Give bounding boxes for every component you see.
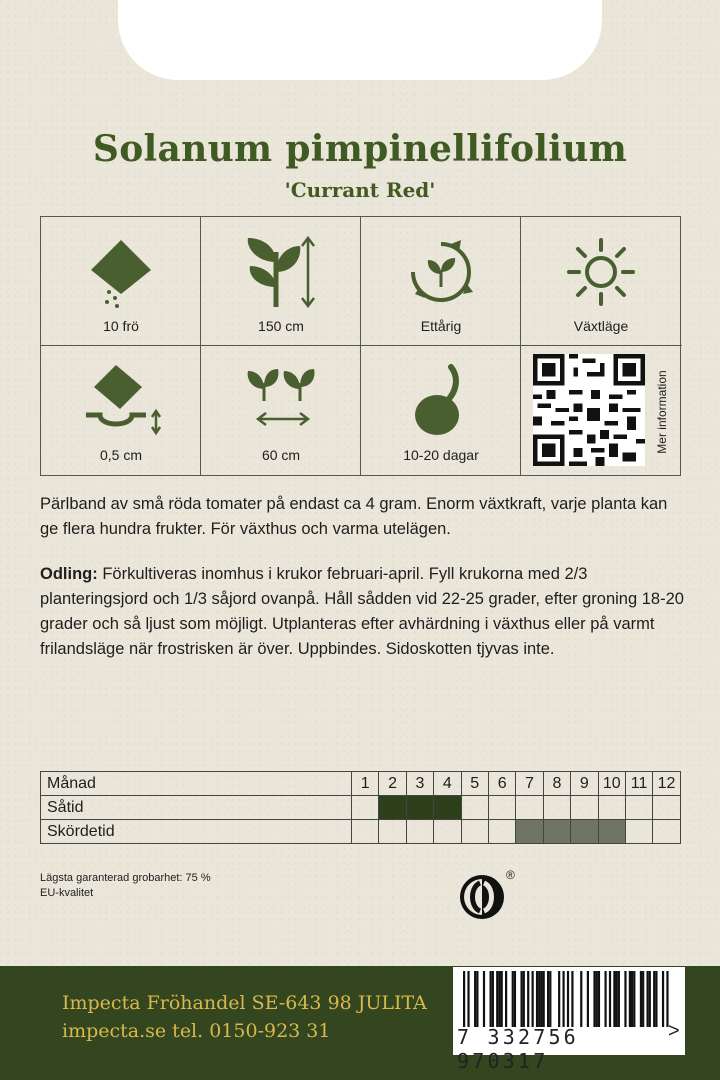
sowing-month-1	[352, 796, 379, 820]
harvest-month-1	[352, 820, 379, 844]
month-10: 10	[598, 772, 625, 796]
barcode-bar	[543, 971, 545, 1027]
barcode-bar	[580, 971, 582, 1027]
barcode-bar	[463, 971, 465, 1027]
grid-cell-location	[521, 217, 682, 346]
cultivation-text	[40, 562, 690, 662]
species-title: Solanum pimpinellifolium	[92, 128, 628, 170]
height-label: 150 cm	[258, 318, 304, 334]
address-line-2: impecta.se tel. 0150-923 31	[62, 1020, 331, 1042]
barcode-bar	[593, 971, 595, 1027]
sowing-month-5	[461, 796, 488, 820]
barcode-bar	[538, 971, 540, 1027]
month-9: 9	[571, 772, 598, 796]
barcode-bar	[571, 971, 573, 1027]
barcode-bar	[567, 971, 569, 1027]
barcode-bar	[587, 971, 589, 1027]
description: Pärlband av små röda tomater på endast ca 4 gram. Enorm växtkraft, varje planta kan ge flera hundra frukter. För växthus och varma utelägen.	[40, 495, 668, 538]
month-label: Månad	[41, 772, 352, 796]
sowing-label: Såtid	[41, 796, 352, 820]
qr-code[interactable]	[533, 354, 645, 466]
barcode-bar	[520, 971, 522, 1027]
barcode-bar	[624, 971, 626, 1027]
company-address	[62, 989, 427, 1045]
germination-rate: Lägsta garanterad grobarhet: 75 %	[40, 872, 211, 884]
barcode-bar	[640, 971, 642, 1027]
sowing-month-2	[379, 796, 406, 820]
barcode-bar	[505, 971, 507, 1027]
barcode-bar	[649, 971, 651, 1027]
calendar-row-months	[41, 772, 681, 796]
spacing-label: 60 cm	[261, 447, 301, 463]
harvest-month-11	[625, 820, 652, 844]
barcode-bar	[598, 971, 600, 1027]
barcode-bar	[496, 971, 498, 1027]
barcode-bar	[666, 971, 668, 1027]
month-3: 3	[406, 772, 433, 796]
barcode-digits: 7 332756 970317	[457, 1025, 579, 1073]
sowing-month-6	[488, 796, 515, 820]
month-4: 4	[434, 772, 461, 796]
harvest-label: Skördetid	[41, 820, 352, 844]
barcode-bar	[492, 971, 494, 1027]
barcode-bar	[547, 971, 549, 1027]
plant-height-icon	[236, 232, 326, 312]
barcode-bar	[549, 971, 551, 1027]
barcode-bar	[474, 971, 476, 1027]
barcode-bar	[490, 971, 492, 1027]
grid-cell-spacing	[201, 346, 361, 476]
month-1: 1	[352, 772, 379, 796]
more-info-label: Mer information	[655, 370, 669, 454]
barcode-bar	[523, 971, 525, 1027]
registered-mark: ®	[506, 868, 515, 882]
green-dot-recycle-icon	[458, 873, 506, 921]
barcode-bar	[655, 971, 657, 1027]
barcode-bar	[527, 971, 529, 1027]
barcode-bar	[498, 971, 500, 1027]
barcode-bar	[540, 971, 542, 1027]
seed-packet-icon	[81, 232, 161, 312]
harvest-month-5	[461, 820, 488, 844]
harvest-month-6	[488, 820, 515, 844]
barcode-bars	[463, 971, 673, 1027]
barcode-bar	[609, 971, 611, 1027]
cultivar-subtitle: 'Currant Red'	[284, 178, 436, 202]
month-8: 8	[543, 772, 570, 796]
sowing-month-9	[571, 796, 598, 820]
barcode-bar	[596, 971, 598, 1027]
germination-days-label: 10-20 dagar	[403, 447, 479, 463]
quality-label: EU-kvalitet	[40, 887, 94, 899]
barcode-bar	[629, 971, 631, 1027]
month-6: 6	[488, 772, 515, 796]
sowing-calendar	[40, 771, 681, 844]
grid-cell-lifecycle	[361, 217, 521, 346]
harvest-month-2	[379, 820, 406, 844]
barcode-bar	[604, 971, 606, 1027]
month-2: 2	[379, 772, 406, 796]
month-12: 12	[653, 772, 680, 796]
lifecycle-label: Ettårig	[420, 318, 462, 334]
barcode-bar	[633, 971, 635, 1027]
calendar-row-harvest	[41, 820, 681, 844]
barcode-bar	[616, 971, 618, 1027]
location-label: Växtläge	[573, 318, 629, 334]
sowing-month-10	[598, 796, 625, 820]
month-7: 7	[516, 772, 543, 796]
barcode-bar	[483, 971, 485, 1027]
depth-label: 0,5 cm	[99, 447, 142, 463]
barcode-bar	[662, 971, 664, 1027]
barcode-arrow: >	[668, 1020, 680, 1042]
grid-cell-depth	[41, 346, 201, 476]
germination-info	[40, 871, 211, 901]
barcode-bar	[613, 971, 615, 1027]
harvest-month-3	[406, 820, 433, 844]
barcode	[453, 967, 685, 1073]
barcode-bar	[631, 971, 633, 1027]
barcode-bar	[476, 971, 478, 1027]
germination-icon	[401, 361, 481, 441]
grid-cell-seeds	[41, 217, 201, 346]
barcode-bar	[653, 971, 655, 1027]
annual-cycle-icon	[401, 232, 481, 312]
sowing-month-3	[406, 796, 433, 820]
sowing-month-7	[516, 796, 543, 820]
hanger-cutout	[118, 0, 602, 80]
harvest-month-4	[434, 820, 461, 844]
harvest-month-7	[516, 820, 543, 844]
more-info-text	[642, 360, 678, 464]
barcode-bar	[536, 971, 538, 1027]
sowing-month-11	[625, 796, 652, 820]
month-11: 11	[625, 772, 652, 796]
seeds-label: 10 frö	[103, 318, 139, 334]
barcode-bar	[642, 971, 644, 1027]
cultivation-heading: Odling:	[40, 565, 98, 583]
barcode-bar	[532, 971, 534, 1027]
barcode-bar	[512, 971, 514, 1027]
grid-cell-qr	[521, 346, 682, 476]
grid-cell-germination	[361, 346, 521, 476]
calendar-row-sowing	[41, 796, 681, 820]
harvest-month-8	[543, 820, 570, 844]
harvest-month-9	[571, 820, 598, 844]
barcode-bar	[467, 971, 469, 1027]
grid-cell-height	[201, 217, 361, 346]
barcode-bar	[558, 971, 560, 1027]
barcode-bar	[646, 971, 648, 1027]
barcode-bar	[501, 971, 503, 1027]
plant-spacing-icon	[236, 361, 326, 441]
icon-grid	[40, 216, 681, 476]
barcode-bar	[562, 971, 564, 1027]
harvest-month-10	[598, 820, 625, 844]
barcode-bar	[618, 971, 620, 1027]
sowing-month-4	[434, 796, 461, 820]
harvest-month-12	[653, 820, 680, 844]
address-line-1: Impecta Fröhandel SE-643 98 JULITA	[62, 992, 427, 1014]
month-5: 5	[461, 772, 488, 796]
barcode-bar	[514, 971, 516, 1027]
sowing-month-8	[543, 796, 570, 820]
sowing-depth-icon	[76, 361, 166, 441]
sun-icon	[561, 232, 641, 312]
cultivation-body: Förkultiveras inomhus i krukor februari-april. Fyll krukorna med 2/3 planteringsjord och 1/3 såjord ovanpå. Håll sådden vid 22-25 grader, efter groning 18-20 grader och så ljust som möjligt. Utplanteras efter avhärdning i växthus eller på varmt frilandsläge när frostrisken är över. Uppbindes. Sidoskotten tjyvas inte.	[40, 565, 684, 658]
sowing-month-12	[653, 796, 680, 820]
